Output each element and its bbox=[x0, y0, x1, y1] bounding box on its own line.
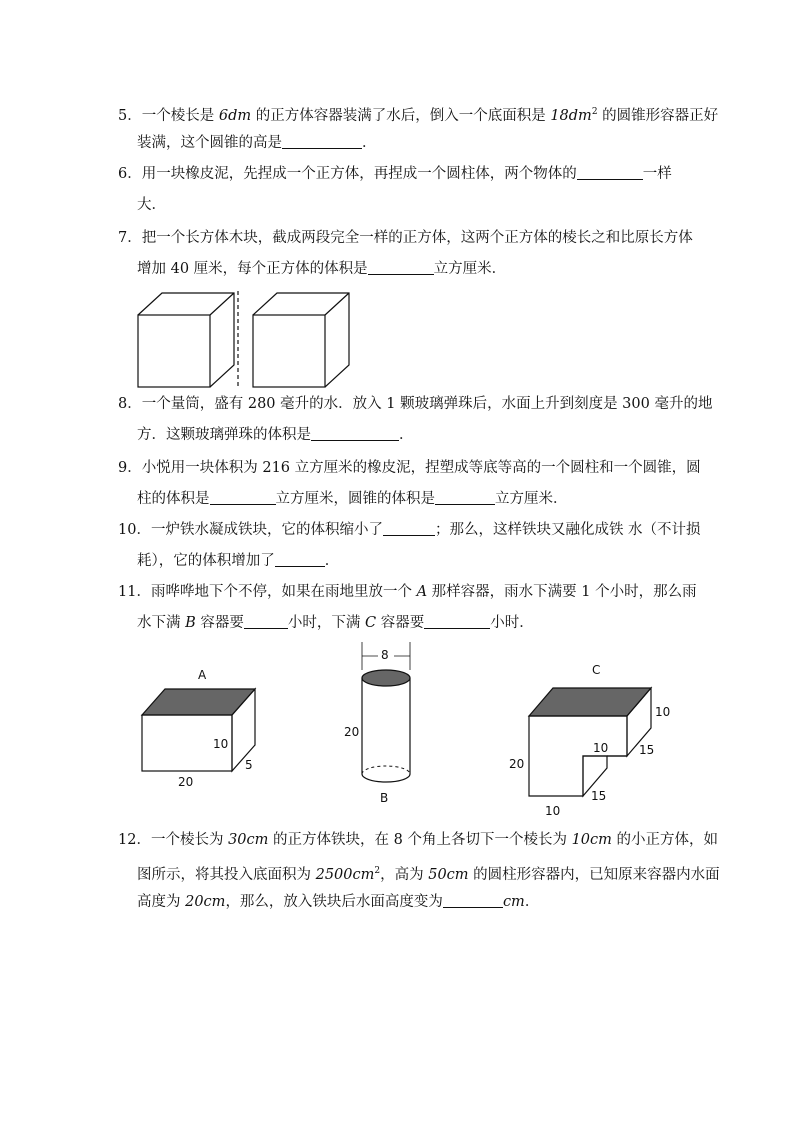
dim-c-height: 20 bbox=[509, 757, 525, 771]
question-10-line2: 耗），它的体积增加了 ． bbox=[137, 553, 340, 569]
question-6: 6．用一块橡皮泥，先捏成一个正方体，再捏成一个圆柱体，两个物体的 一样 bbox=[118, 166, 672, 182]
cube-left-front bbox=[138, 315, 210, 387]
label-c: C bbox=[592, 663, 601, 677]
container-c-top bbox=[529, 688, 651, 716]
cube-left-back bbox=[138, 293, 234, 387]
dim-a-length: 20 bbox=[178, 775, 194, 789]
label-a: A bbox=[198, 668, 207, 682]
question-8: 8．一个量筒，盛有 280 毫升的水．放入 1 颗玻璃弹珠后，水面上升到刻度是 300 毫升的地 bbox=[118, 396, 713, 412]
question-11: 11．雨哗哗地下个不停，如果在雨地里放一个 A 那样容器，雨水下满要 1 个小时，那么雨 bbox=[118, 584, 697, 600]
question-5: 5．一个棱长是 6dm 的正方体容器装满了水后，倒入一个底面积是 $18dm^2$ 的圆锥形容器正好 bbox=[118, 107, 719, 124]
answer-blank[interactable] bbox=[443, 893, 503, 908]
question-12: 12．一个棱长为 30cm 的正方体铁块，在 8 个角上各切下一个棱长为 10cm 的小正方体，如 bbox=[118, 832, 718, 848]
question-12-line2: 图所示，将其投入底面积为 $2500cm^2$，高为 50cm 的圆柱形容器内，已知原来容器内水面 bbox=[137, 866, 720, 883]
dim-b-height: 20 bbox=[344, 725, 360, 739]
question-8-line2: 方．这颗玻璃弹珠的体积是 ． bbox=[137, 427, 414, 443]
answer-blank[interactable] bbox=[244, 614, 288, 629]
answer-blank[interactable] bbox=[368, 260, 434, 275]
answer-blank[interactable] bbox=[435, 490, 495, 505]
two-cubes-figure bbox=[130, 285, 360, 390]
cube-right-front bbox=[253, 315, 325, 387]
label-b: B bbox=[380, 791, 389, 805]
answer-blank[interactable] bbox=[275, 552, 325, 567]
dim-a-depth: 5 bbox=[245, 758, 253, 772]
dim-c-step-depth: 15 bbox=[591, 789, 607, 803]
cube-right-back bbox=[253, 293, 349, 387]
container-c-figure bbox=[505, 660, 685, 825]
container-a-figure bbox=[130, 665, 270, 790]
question-11-line2: 水下满 B 容器要 小时，下满 C 容器要 小时． bbox=[137, 615, 534, 631]
dim-c-top-side: 10 bbox=[655, 705, 671, 719]
dim-a-height: 10 bbox=[213, 737, 229, 751]
answer-blank[interactable] bbox=[311, 426, 399, 441]
answer-blank[interactable] bbox=[424, 614, 490, 629]
question-9-line2: 柱的体积是 立方厘米，圆锥的体积是 立方厘米． bbox=[137, 491, 568, 507]
question-7-line2: 增加 40 厘米，每个正方体的体积是 立方厘米． bbox=[137, 261, 507, 277]
answer-blank[interactable] bbox=[577, 165, 643, 180]
question-5-line2: 装满，这个圆锥的高是 ． bbox=[137, 135, 377, 151]
container-b-bottom bbox=[362, 774, 410, 782]
dim-c-bottom-width: 10 bbox=[545, 804, 561, 818]
answer-blank[interactable] bbox=[383, 521, 435, 536]
dim-c-depth: 15 bbox=[639, 743, 655, 757]
question-7: 7．把一个长方体木块，截成两段完全一样的正方体，这两个正方体的棱长之和比原长方体 bbox=[118, 230, 693, 246]
container-b-top bbox=[362, 670, 410, 686]
dim-b-diameter: 8 bbox=[381, 648, 389, 662]
dim-c-step-width: 10 bbox=[593, 741, 609, 755]
answer-blank[interactable] bbox=[282, 134, 362, 149]
container-b-figure bbox=[338, 640, 428, 805]
question-10: 10．一炉铁水凝成铁块，它的体积缩小了 ；那么，这样铁块又融化成铁 水（不计损 bbox=[118, 522, 701, 538]
question-12-line3: 高度为 20cm，那么，放入铁块后水面高度变为 cm． bbox=[137, 894, 540, 910]
container-a-top bbox=[142, 689, 255, 715]
question-9: 9．小悦用一块体积为 216 立方厘米的橡皮泥，捏塑成等底等高的一个圆柱和一个圆锥，圆 bbox=[118, 460, 701, 476]
answer-blank[interactable] bbox=[210, 490, 276, 505]
question-6-line2: 大． bbox=[137, 197, 166, 213]
